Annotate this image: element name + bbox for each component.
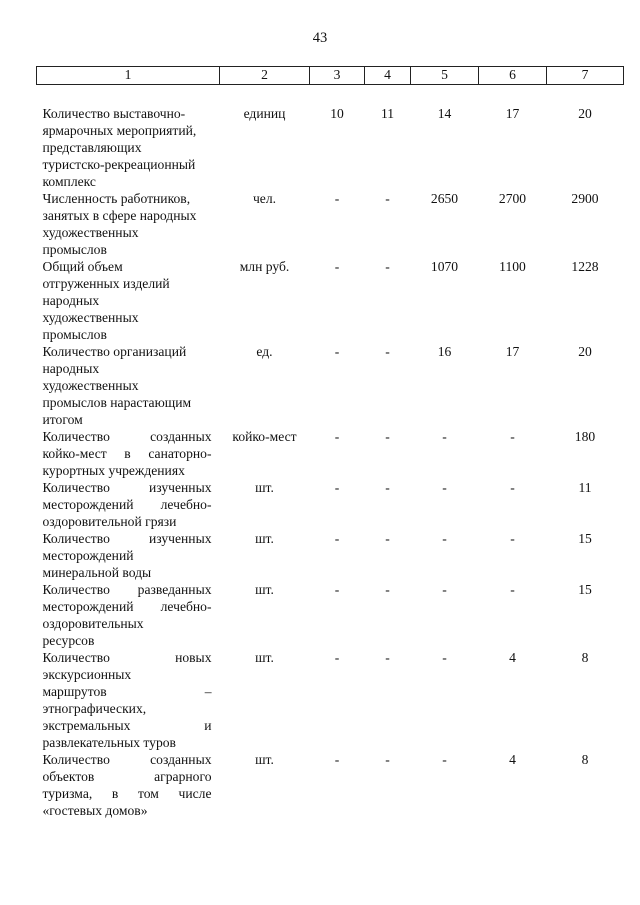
value-cell-col-3: - bbox=[334, 582, 340, 597]
value-cell-col-3: 10 bbox=[330, 106, 344, 121]
indicator-name-line: Количество выставочно- bbox=[42, 106, 186, 121]
table-row bbox=[37, 343, 624, 428]
header-col-6: 6 bbox=[479, 67, 547, 85]
indicator-name-line: Количество организаций bbox=[42, 344, 187, 359]
value-cell-col-3: - bbox=[334, 752, 340, 767]
value-cell-col-6: 17 bbox=[505, 344, 520, 359]
value-cell-col-7: 180 bbox=[574, 429, 596, 444]
unit-cell: шт. bbox=[255, 480, 274, 495]
indicator-name-line: Количество изученных bbox=[42, 531, 212, 546]
header-row bbox=[37, 67, 624, 85]
value-cell-col-6: - bbox=[510, 480, 515, 495]
indicator-name-line: маршрутов – bbox=[42, 684, 212, 699]
indicator-name-line: этнографических, bbox=[42, 701, 147, 716]
value-cell-col-5: 2650 bbox=[430, 191, 459, 206]
value-cell-col-4: - bbox=[385, 480, 390, 495]
value-cell-col-7: 15 bbox=[578, 531, 592, 546]
indicator-name-line: ресурсов bbox=[42, 633, 95, 648]
indicator-name-cell bbox=[37, 581, 220, 649]
unit-cell: шт. bbox=[255, 752, 274, 767]
value-cell-col-3: - bbox=[334, 344, 340, 359]
indicator-name-line: экскурсионных bbox=[42, 667, 132, 682]
indicator-name-cell bbox=[37, 105, 220, 190]
indicator-name-line: объектов аграрного bbox=[42, 769, 212, 784]
indicator-name-line: оздоровительных bbox=[42, 616, 144, 631]
indicator-name-line: туризма, в том числе bbox=[42, 786, 212, 801]
unit-cell: шт. bbox=[255, 582, 274, 597]
value-cell-col-5: - bbox=[442, 480, 447, 495]
indicator-name-line: минеральной воды bbox=[42, 565, 152, 580]
value-cell-col-4: - bbox=[385, 191, 390, 206]
value-cell-col-4: - bbox=[385, 344, 390, 359]
value-cell-col-6: 1100 bbox=[499, 259, 526, 274]
table-row bbox=[37, 649, 624, 751]
value-cell-col-5: - bbox=[442, 531, 447, 546]
value-cell-col-7: 11 bbox=[578, 480, 592, 495]
value-cell-col-4: - bbox=[385, 582, 390, 597]
value-cell-col-6: - bbox=[510, 429, 515, 444]
unit-cell: шт. bbox=[255, 531, 274, 546]
header-col-2: 2 bbox=[220, 67, 310, 85]
value-cell-col-4: - bbox=[385, 429, 390, 444]
value-cell-col-5: - bbox=[442, 650, 447, 665]
value-cell-col-4: - bbox=[385, 752, 390, 767]
table-row bbox=[37, 479, 624, 530]
value-cell-col-6: 4 bbox=[509, 650, 516, 665]
value-cell-col-7: 1228 bbox=[571, 259, 599, 274]
indicator-name-line: месторождений лечебно- bbox=[42, 497, 212, 512]
value-cell-col-6: 2700 bbox=[498, 191, 527, 206]
indicator-name-line: месторождений bbox=[42, 548, 134, 563]
indicator-name-cell bbox=[37, 190, 220, 258]
header-col-1: 1 bbox=[37, 67, 220, 85]
page-number: 43 bbox=[312, 30, 328, 46]
indicator-name-line: художественных bbox=[42, 310, 139, 325]
value-cell-col-4: 11 bbox=[380, 106, 395, 121]
unit-cell: единиц bbox=[243, 106, 286, 121]
value-cell-col-6: 4 bbox=[509, 752, 516, 767]
unit-cell: шт. bbox=[255, 650, 274, 665]
header-col-5: 5 bbox=[411, 67, 479, 85]
value-cell-col-4: - bbox=[385, 650, 390, 665]
indicator-name-line: экстремальных и bbox=[42, 718, 212, 733]
unit-cell: койко-мест bbox=[232, 429, 297, 444]
indicators-table bbox=[36, 66, 624, 819]
indicator-name-cell bbox=[37, 530, 220, 581]
table-body bbox=[37, 105, 624, 819]
indicator-name-line: Количество созданных bbox=[42, 429, 212, 444]
value-cell-col-7: 20 bbox=[578, 106, 592, 121]
indicator-name-line: оздоровительной грязи bbox=[42, 514, 177, 529]
indicator-name-cell bbox=[37, 751, 220, 819]
indicator-name-line: промыслов нарастающим bbox=[42, 395, 192, 410]
indicator-name-line: народных bbox=[42, 361, 100, 376]
value-cell-col-6: 17 bbox=[505, 106, 520, 121]
value-cell-col-5: - bbox=[442, 429, 447, 444]
value-cell-col-5: - bbox=[442, 582, 447, 597]
table-header bbox=[37, 67, 624, 106]
value-cell-col-7: 8 bbox=[581, 650, 589, 665]
indicator-name-line: Количество разведанных bbox=[42, 582, 212, 597]
value-cell-col-5: 14 bbox=[437, 106, 452, 121]
value-cell-col-3: - bbox=[334, 531, 340, 546]
indicator-name-line: туристско-рекреационный bbox=[42, 157, 196, 172]
value-cell-col-7: 2900 bbox=[571, 191, 599, 206]
value-cell-col-5: 1070 bbox=[430, 259, 459, 274]
value-cell-col-4: - bbox=[385, 531, 390, 546]
value-cell-col-3: - bbox=[334, 191, 340, 206]
indicator-name-line: койко-мест в санаторно- bbox=[42, 446, 212, 461]
unit-cell: млн руб. bbox=[239, 259, 290, 274]
value-cell-col-3: - bbox=[334, 480, 340, 495]
unit-cell: ед. bbox=[256, 344, 273, 359]
table-row bbox=[37, 428, 624, 479]
value-cell-col-3: - bbox=[334, 650, 340, 665]
indicator-name-line: Общий объем bbox=[42, 259, 123, 274]
value-cell-col-7: 20 bbox=[578, 344, 592, 359]
indicator-name-line: отгруженных изделий bbox=[42, 276, 170, 291]
indicator-name-cell bbox=[37, 258, 220, 343]
indicator-name-line: Количество созданных bbox=[42, 752, 212, 767]
indicator-name-line: курортных учреждениях bbox=[42, 463, 185, 478]
indicator-name-line: месторождений лечебно- bbox=[42, 599, 212, 614]
indicator-name-line: народных bbox=[42, 293, 100, 308]
indicator-name-cell bbox=[37, 479, 220, 530]
indicator-name-line: художественных bbox=[42, 225, 139, 240]
indicator-name-cell bbox=[37, 649, 220, 751]
indicator-name-line: «гостевых домов» bbox=[42, 803, 148, 818]
table-row bbox=[37, 105, 624, 190]
indicator-name-line: представляющих bbox=[42, 140, 142, 155]
value-cell-col-3: - bbox=[334, 429, 340, 444]
indicator-name-line: итогом bbox=[42, 412, 83, 427]
value-cell-col-6: - bbox=[510, 531, 515, 546]
value-cell-col-7: 8 bbox=[581, 752, 589, 767]
indicator-name-line: комплекс bbox=[42, 174, 96, 189]
indicator-name-line: Количество новых bbox=[42, 650, 212, 665]
indicator-name-line: ярмарочных мероприятий, bbox=[42, 123, 197, 138]
unit-cell: чел. bbox=[252, 191, 277, 206]
table-row bbox=[37, 581, 624, 649]
value-cell-col-5: - bbox=[442, 752, 447, 767]
indicator-name-cell bbox=[37, 428, 220, 479]
header-col-3: 3 bbox=[310, 67, 365, 85]
table-row bbox=[37, 751, 624, 819]
value-cell-col-5: 16 bbox=[437, 344, 452, 359]
value-cell-col-7: 15 bbox=[578, 582, 592, 597]
indicator-name-line: занятых в сфере народных bbox=[42, 208, 197, 223]
indicator-name-cell bbox=[37, 343, 220, 428]
table-row bbox=[37, 190, 624, 258]
header-col-7: 7 bbox=[547, 67, 624, 85]
indicator-name-line: развлекательных туров bbox=[42, 735, 176, 750]
value-cell-col-3: - bbox=[334, 259, 340, 274]
header-col-4: 4 bbox=[365, 67, 411, 85]
value-cell-col-6: - bbox=[510, 582, 515, 597]
value-cell-col-4: - bbox=[385, 259, 390, 274]
indicator-name-line: Количество изученных bbox=[42, 480, 212, 495]
table-row bbox=[37, 258, 624, 343]
table-row bbox=[37, 530, 624, 581]
indicator-name-line: художественных bbox=[42, 378, 139, 393]
indicator-name-line: промыслов bbox=[42, 327, 107, 342]
indicator-name-line: Численность работников, bbox=[42, 191, 191, 206]
indicator-name-line: промыслов bbox=[42, 242, 107, 257]
